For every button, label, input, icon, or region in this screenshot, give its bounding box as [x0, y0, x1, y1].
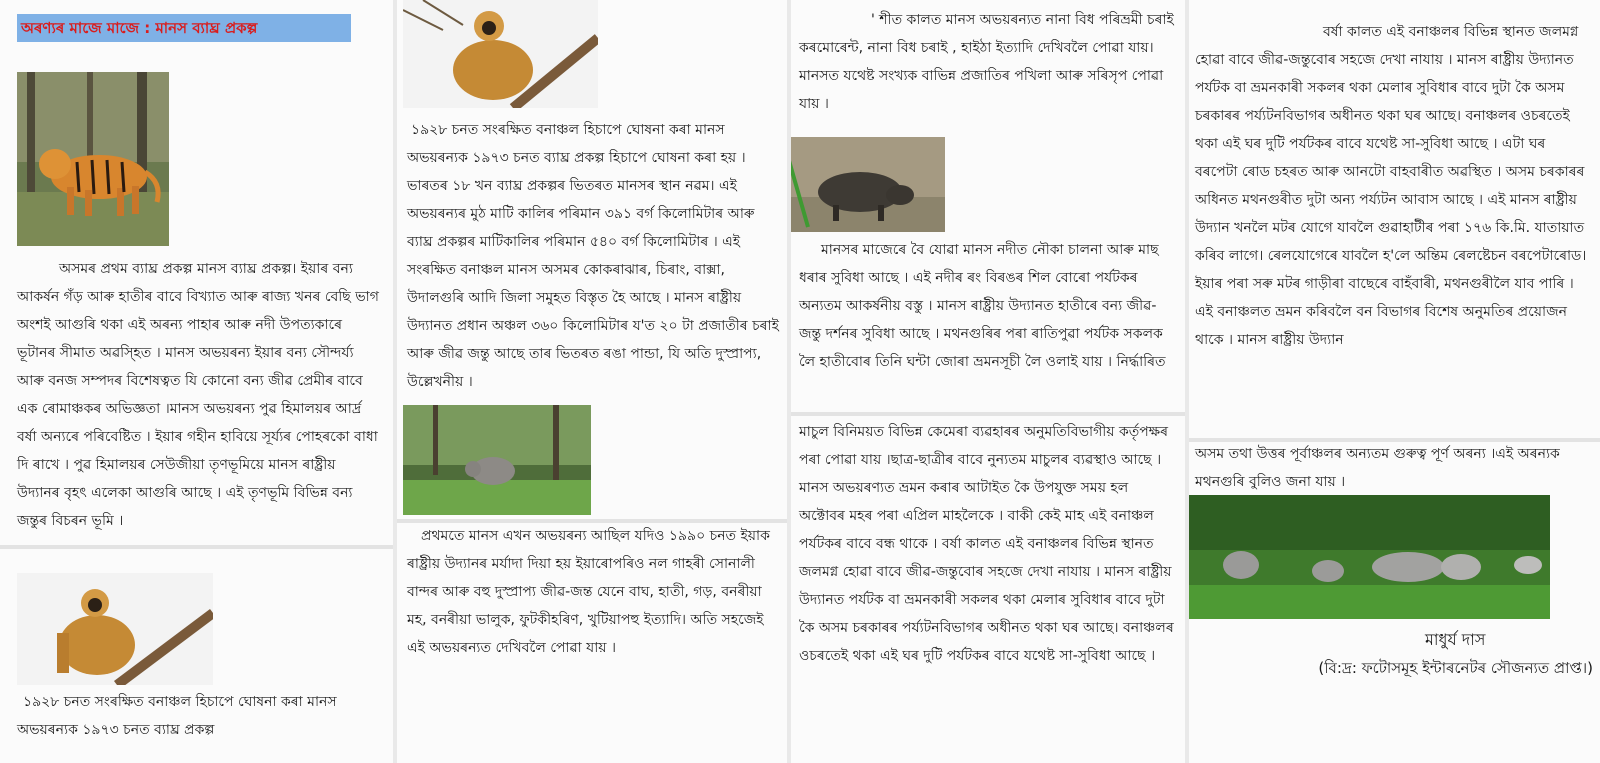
- col2-paragraph-2: [407, 522, 779, 662]
- golden-langur-photo: [403, 0, 598, 108]
- col3-paragraph-1: [799, 6, 1177, 118]
- col1-paragraph-2: [17, 688, 379, 744]
- column-4: [1189, 0, 1600, 763]
- col4-text-2: অসম তথা উত্তৰ পূৰ্বাঞ্চলৰ অন্যতম গুৰুত্ব পূৰ্ণ অৰন্য ।এই অৰন্যক মথনগুৰি বুলিও জনা যায় ।: [1195, 446, 1560, 490]
- article-title: অৰণ্যৰ মাজে মাজে : মানস ব্যাঘ্ৰ প্ৰকল্প: [17, 14, 351, 42]
- col2-paragraph-1: [407, 116, 779, 396]
- pygmy-hog-photo: [791, 137, 945, 232]
- col2-text-2: প্ৰথমতে মানস এখন অভয়ৰন্য আছিল যদিও ১৯৯০ চনত ইয়াক ৰাষ্ট্ৰীয় উদ্যানৰ মৰ্যাদা দিয়া হয় ইয়াৰোপৰিও নল গাহৰী সোনালী বান্দৰ আৰু বহু দুস্প্ৰাপ্য জীৱ-জন্ত যেনে বাঘ, হাতী, গড়, বনৰীয়া মহ, বনৰীয়া ভালুক, ফুটকীহৰিণ, খুটিয়াপহু ইত্যাদি। অতি সহজেই এই অভয়ৰন্যত দেখিবলৈ পোৱা যায় ।: [407, 528, 770, 656]
- column-2: [397, 0, 787, 763]
- col3-paragraph-2: [799, 236, 1177, 376]
- column-1: [0, 0, 393, 763]
- photo-credit: (বি:দ্ৰ: ফটোসমূহ ইন্টাৰনেটৰ সৌজন্যত প্ৰাপ্ত।): [1318, 659, 1593, 677]
- elephant-herd-photo: [1189, 495, 1550, 619]
- tiger-photo: [17, 72, 169, 246]
- col3-text-3: মাচুল বিনিময়ত বিভিন্ন কেমেৰা ব্যৱহাৰৰ অনুমতিবিভাগীয় কৰ্তৃপক্ষৰ পৰা পোৱা যায় ।ছাত্ৰ-ছাত্ৰীৰ বাবে নুন্যতম মাচুলৰ ব্যৱস্থাও আছে । মানস অভয়ৰণ্যত ভ্ৰমন কৰাৰ আটাইত কৈ উপযুক্ত সময় হল অক্টোবৰ মহৰ পৰা এপ্ৰিল মাহলৈকে । বাকী কেই মাহ এই বনাঞ্চল পৰ্যটকৰ বাবে বন্ধ থাকে । বৰ্ষা কালত এই বনাঞ্চলৰ বিভিন্ন স্থানত জলমগ্ন হোৱা বাবে জীৱ-জন্তুবোৰ সহজে দেখা নাযায় । মানস ৰাষ্ট্ৰীয় উদ্যানত পৰ্যটক বা ভ্ৰমনকাৰী সকলৰ থকা মেলাৰ সুবিধাৰ বাবে দুটা কৈ অসম চৰকাৰৰ পৰ্য্যটনবিভাগৰ অধীনত থকা ঘৰ আছে। বনাঞ্চলৰ ওচৰতেই থকা এই ঘৰ দুটি পৰ্যটকৰ বাবে যথেষ্ট সা-সুবিধা আছে ।: [799, 424, 1174, 664]
- golden-langur-photo: [17, 573, 213, 685]
- col3-text-1: ' শীত কালত মানস অভয়ৰন্যত নানা বিধ পৰিভ্ৰমী চৰাই কৰমোৰেন্ট, নানা বিধ চৰাই , হাইঠা ইত্যাদি দেখিবলৈ পোৱা যায়। মানসত যথেষ্ট সংখ্যক বাভিন্ন প্ৰজাতিৰ পখিলা আৰু সৰিসৃপ পোৱা যায় ।: [799, 12, 1174, 112]
- divider: [791, 412, 1185, 416]
- col3-text-2: মানসৰ মাজেৰে বৈ যোৱা মানস নদীত নৌকা চালনা আৰু মাছ ধৰাৰ সুবিধা আছে । এই নদীৰ ৰং বিৰঙৰ শিল বোৰো পৰ্যটকৰ অন্যতম আকৰ্ষনীয় বস্তু । মানস ৰাষ্ট্ৰীয় উদ্যানত হাতীৰে বন্য জীৱ-জন্তু দৰ্শনৰ সুবিধা আছে । মথনগুৰিৰ পৰা ৰাতিপুৱা পৰ্যটক সকলক লৈ হাতীবোৰ তিনি ঘন্টা জোৰা ভ্ৰমনসূচী লৈ ওলাই যায় । নিৰ্দ্ধাৰিত: [799, 242, 1166, 370]
- col4-paragraph-2: [1195, 440, 1590, 496]
- col4-text-1: বৰ্ষা কালত এই বনাঞ্চলৰ বিভিন্ন স্থানত জলমগ্ন হোৱা বাবে জীৱ-জন্তুবোৰ সহজে দেখা নাযায় । মানস ৰাষ্ট্ৰীয় উদ্যানত পৰ্যটক বা ভ্ৰমনকাৰী সকলৰ থকা মেলাৰ সুবিধাৰ বাবে দুটা কৈ অসম চৰকাৰৰ পৰ্য্যটনবিভাগৰ অধীনত থকা ঘৰ আছে। বনাঞ্চলৰ ওচৰতেই থকা এই ঘৰ দুটি পৰ্যটকৰ বাবে যথেষ্ট সা-সুবিধা আছে । এটা ঘৰ বৰপেটা ৰোড চহৰত আৰু আনটো বাহবাৰীত অৱস্থিত । অসম চৰকাৰৰ অধিনত মথনগুৰীত দুটা অন্য পৰ্য্যটন আবাস আছে । এই মানস ৰাষ্ট্ৰীয় উদ্যান খনলৈ মটৰ যোগে যাবলৈ গুৱাহাটীৰ পৰা ১৭৬ কি.মি. যাতায়াত কৰিব লাগে। ৰেলযোগেৰে যাবলৈ হ'লে অন্তিম ৰেলষ্টেচন বৰপেটাৰোড। ইয়াৰ পৰা সৰু মটৰ গাড়ীৰা বাছেৰে বাহঁবাৰী, মথনগুৰীলৈ যাব পাৰি । এই বনাঞ্চলত ভ্ৰমন কৰিবলৈ বন বিভাগৰ বিশেষ অনুমতিৰ প্ৰয়োজন থাকে । মানস ৰাষ্ট্ৰীয় উদ্যান: [1195, 24, 1587, 348]
- column-3: [791, 0, 1185, 763]
- col1-paragraph-1: [17, 255, 379, 535]
- col3-paragraph-3: [799, 418, 1177, 670]
- col1-text-2: ১৯২৮ চনত সংৰক্ষিত বনাঞ্চল হিচাপে ঘোষনা কৰা মানস অভয়ৰন্যক ১৯৭৩ চনত ব্যাঘ্ৰ প্ৰকল্প: [17, 694, 337, 738]
- col4-paragraph-1: [1195, 18, 1590, 354]
- author-name: মাধুৰ্য দাস: [1425, 630, 1486, 649]
- rhino-photo: [403, 405, 591, 515]
- col2-text-1: ১৯২৮ চনত সংৰক্ষিত বনাঞ্চল হিচাপে ঘোষনা কৰা মানস অভয়ৰন্যক ১৯৭৩ চনত ব্যাঘ্ৰ প্ৰকল্প হিচাপে ঘোষনা কৰা হয় । ভাৰতৰ ১৮ খন ব্যাঘ্ৰ প্ৰকল্পৰ ভিতৰত মানসৰ স্থান নৱম। এই অভয়ৰন্যৰ মুঠ মাটি কালিৰ পৰিমান ৩৯১ বৰ্গ কিলোমিটাৰ আৰু ব্যাঘ্ৰ প্ৰকল্পৰ মাটিকালিৰ পৰিমান ৫৪০ বৰ্গ কিলোমিটাৰ । এই সংৰক্ষিত বনাঞ্চল মানস অসমৰ কোকৰাঝাৰ, চিৰাং, বাক্সা, উদালগুৰি আদি জিলা সমুহত বিস্তৃত হৈ আছে । মানস ৰাষ্ট্ৰীয় উদ্যানত প্ৰধান অঞ্চল ৩৬০ কিলোমিটাৰ য'ত ২০ টা প্ৰজাতীৰ চৰাই আৰু জীৱ জন্তু আছে তাৰ ভিতৰত ৰঙা পান্ডা, যি অতি দুস্প্ৰাপ্য, উল্লেখনীয় ।: [407, 122, 779, 390]
- divider: [0, 545, 393, 549]
- col1-text-1: অসমৰ প্ৰথম ব্যাঘ্ৰ প্ৰকল্প মানস ব্যাঘ্ৰ প্ৰকল্প। ইয়াৰ বন্য আকৰ্ষন গঁড় আৰু হাতীৰ বাবে বিখ্যাত আৰু ৰাজ্য খনৰ বেছি ভাগ অংশই আগুৰি থকা এই অৰন্য পাহাৰ আৰু নদী উপত্যকাৰে ভূটানৰ সীমাত অৱস্হিত । মানস অভয়ৰন্য ইয়াৰ বন্য সৌন্দৰ্য্য আৰু বনজ সম্পদৰ বিশেষত্বত যি কোনো বন্য জীৱ প্ৰেমীৰ বাবে এক ৰোমাঞ্চকৰ অভিজ্ঞতা ।মানস অভয়ৰন্য পুৱ হিমালয়ৰ আৰ্দ্ৰ বৰ্ষা অন্যৰে পৰিবেষ্টিত । ইয়াৰ গহীন হাবিয়ে সূৰ্য্যৰ পোহৰকো বাধা দি ৰাখে । পুৱ হিমালয়ৰ সেউজীয়া তৃণভূমিয়ে মানস ৰাষ্ট্ৰীয় উদ্যানৰ বৃহৎ এলেকা আগুৰি আছে । এই তৃণভূমি বিভিন্ন বন্য জন্তুৰ বিচৰন ভূমি ।: [17, 261, 379, 529]
